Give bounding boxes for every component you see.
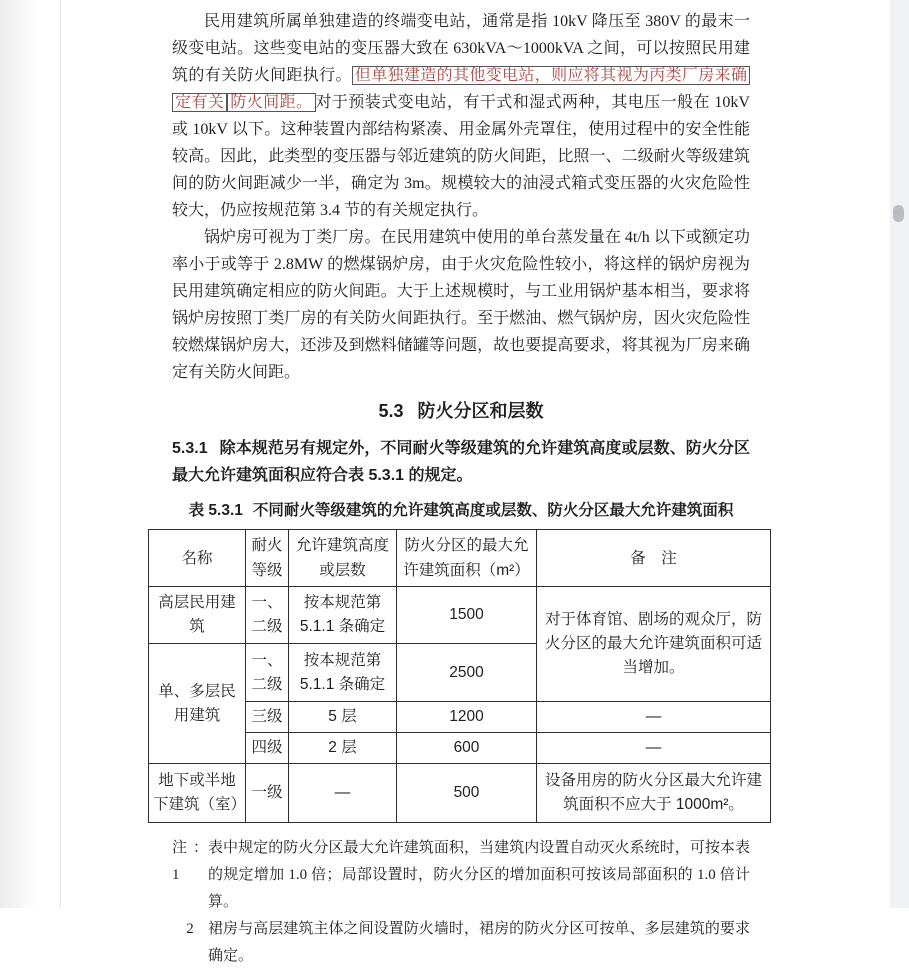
table-caption [172,499,750,523]
header-height-floors: 允许建筑高度或层数 [289,530,397,587]
note-1-text: 表中规定的防火分区最大允许建筑面积，当建筑内设置自动灭火系统时，可按本表的规定增加 1.0 倍；局部设置时，防火分区的增加面积可按该局部面积的 1.0 倍计算。 [208,840,750,910]
cell-multi-grade4: 四级 [246,733,289,764]
header-fire-grade: 耐火等级 [246,530,289,587]
note-1 [172,835,750,916]
table-caption-text: 不同耐火等级建筑的允许建筑高度或层数、防火分区最大允许建筑面积 [252,502,734,519]
header-max-area: 防火分区的最大允许建筑面积（m²） [397,530,537,587]
cell-multi-name: 单、多层民用建筑 [149,644,246,764]
paragraph-transformer-text-1: 民用建筑所属单独建造的终端变电站，通常是指 10kV 降压至 380V 的最末一级变电站。这些变电站的变压器大致在 630kVA～1000kVA 之间，可以按照民用建筑的有关防火间距执行。 [172,13,750,84]
cell-highrise-name: 高层民用建筑 [149,587,246,644]
clause-5-3-1 [172,435,750,489]
cell-highrise-grade: 一、二级 [246,587,289,644]
cell-multi-area4: 600 [397,733,537,764]
cell-multi-remark3: — [537,702,771,733]
paragraph-boiler: 锅炉房可视为丁类厂房。在民用建筑中使用的单台蒸发量在 4t/h 以下或额定功率小于或等于 2.8MW 的燃煤锅炉房，由于火灾危险性较小，将这样的锅炉房视为民用建筑确定相应的防火间距。大于上述规模时，与工业用锅炉基本相当，要求将锅炉房按照丁类厂房的有关防火间距执行。至于燃油、燃气锅炉房，因火灾危险性较燃煤锅炉房大，还涉及到燃料储罐等问题，故也要提高要求，将其视为厂房来确定有关防火间距。 [172,229,750,381]
table-row-underground [149,764,771,823]
table-notes [172,835,750,970]
paragraph-transformer-text-2: 对于预装式变电站，有干式和湿式两种，其电压一般在 10kV 或 10kV 以下。这种装置内部结构紧凑、用金属外壳罩住，使用过程中的安全性能较高。因此，此类型的变压器与邻近建筑的防火间距，比照一、二级耐火等级建筑间的防火间距减少一半，确定为 3m。规模较大的油浸式箱式变压器的火灾危险性较大，仍应按规范第 3.4 节的有关规定执行。 [172,94,750,219]
cell-highrise-height: 按本规范第 5.1.1 条确定 [289,587,397,644]
header-name: 名称 [149,530,246,587]
cell-multi-grade3: 三级 [246,702,289,733]
cell-remark-span: 对于体育馆、剧场的观众厅，防火分区的最大允许建筑面积可适当增加。 [537,587,771,702]
cell-multi-area12: 2500 [397,644,537,702]
fire-compartment-table [148,529,771,823]
section-number: 5.3 [378,401,404,421]
clause-text: 除本规范另有规定外，不同耐火等级建筑的允许建筑高度或层数、防火分区最大允许建筑面积应符合表 5.3.1 的规定。 [172,440,750,484]
table-header-row [149,530,771,587]
clause-number: 5.3.1 [172,440,208,457]
section-heading [172,398,750,425]
cell-multi-height4: 2 层 [289,733,397,764]
red-boxed-emphasis-1: 但单独建造的其他变电站，则应将其视为丙类厂房来确定有关 [172,66,750,112]
scrollbar-track[interactable] [890,0,909,908]
note-1-label: 注：1 [172,840,208,883]
cell-multi-area3: 1200 [397,702,537,733]
cell-multi-height12: 按本规范第 5.1.1 条确定 [289,644,397,702]
cell-underground-name: 地下或半地下建筑（室） [149,764,246,823]
table-row-highrise [149,587,771,644]
paragraph-transformer [172,8,750,224]
scrollbar-thumb[interactable] [893,205,904,222]
cell-multi-grade12: 一、二级 [246,644,289,702]
cell-underground-grade: 一级 [246,764,289,823]
cell-underground-area: 500 [397,764,537,823]
header-remark: 备 注 [537,530,771,587]
cell-underground-remark: 设备用房的防火分区最大允许建筑面积不应大于 1000m²。 [537,764,771,823]
note-2 [172,916,750,970]
document-content [153,8,762,970]
cell-multi-remark4: — [537,733,771,764]
cell-highrise-area: 1500 [397,587,537,644]
note-2-text: 裙房与高层建筑主体之间设置防火墙时，裙房的防火分区可按单、多层建筑的要求确定。 [208,921,750,964]
section-title: 防火分区和层数 [417,401,544,421]
note-2-label: 2 [186,921,194,937]
cell-underground-height: — [289,764,397,823]
table-caption-label: 表 5.3.1 [188,502,243,519]
page-left-gutter [0,0,61,908]
cell-multi-height3: 5 层 [289,702,397,733]
red-boxed-emphasis-2: 防火间距。 [227,93,315,112]
